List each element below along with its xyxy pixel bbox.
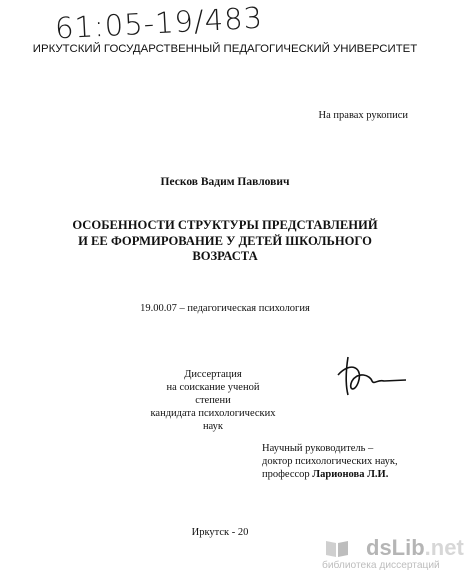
dissertation-degree-block — [148, 368, 278, 433]
degree-line-2: на соискание ученой степени — [166, 382, 260, 406]
title-line-2: И ЕЕ ФОРМИРОВАНИЕ У ДЕТЕЙ ШКОЛЬНОГО — [78, 233, 372, 248]
degree-line-3: кандидата психологических наук — [150, 408, 276, 432]
specialty-code: 19.00.07 – педагогическая психология — [140, 303, 310, 314]
adviser-line-2: доктор психологических наук, — [262, 456, 398, 467]
author-signature — [328, 345, 408, 405]
city-year: Иркутск - 20 — [191, 527, 249, 538]
degree-line-1: Диссертация — [184, 369, 242, 380]
adviser-title: профессор — [262, 469, 310, 480]
dissertation-title — [40, 218, 410, 265]
adviser-name: Ларионова Л.И. — [312, 469, 389, 480]
author-name: Песков Вадим Павлович — [160, 176, 290, 188]
manuscript-note: На правах рукописи — [318, 110, 408, 121]
watermark-logo: dsLib.net — [366, 535, 464, 560]
adviser-line-3 — [262, 468, 398, 481]
dslib-watermark — [318, 535, 464, 579]
title-line-1: ОСОБЕННОСТИ СТРУКТУРЫ ПРЕДСТАВЛЕНИЙ — [72, 218, 378, 232]
title-line-3: ВОЗРАСТА — [192, 249, 258, 263]
watermark-tagline: библиотека диссертаций — [322, 560, 440, 571]
adviser-line-1: Научный руководитель – — [262, 443, 374, 454]
scientific-adviser — [262, 442, 398, 481]
archive-number-handwritten: 61:05-19/483 — [54, 0, 264, 46]
university-name: ИРКУТСКИЙ ГОСУДАРСТВЕННЫЙ ПЕДАГОГИЧЕСКИЙ УНИВЕРСИТЕТ — [32, 43, 418, 55]
book-icon — [324, 537, 350, 559]
